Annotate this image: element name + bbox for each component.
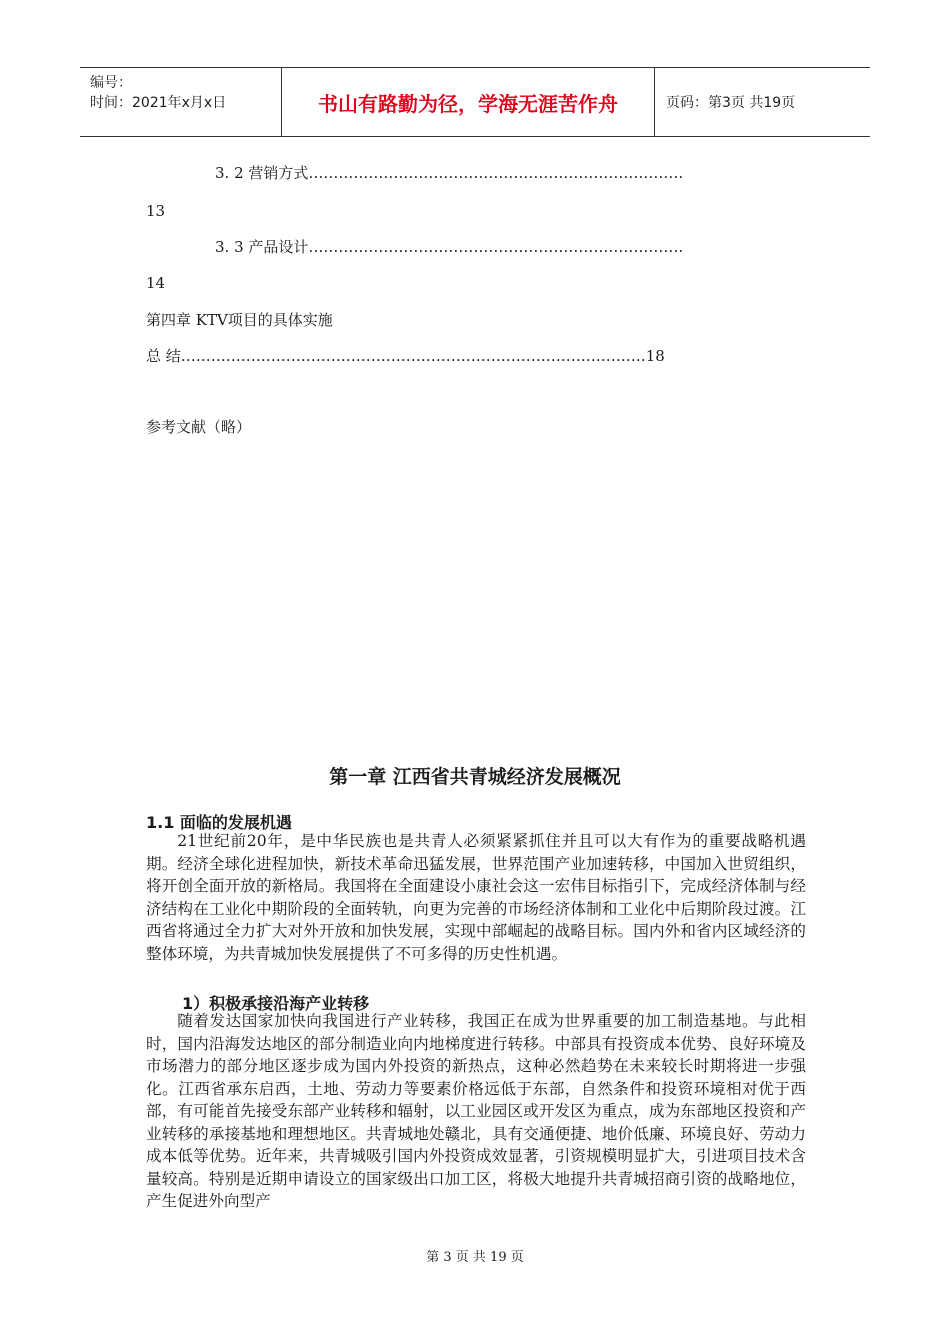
toc-entry-3-2: 3. 2 营销方式………………………………………………………………… <box>215 164 684 182</box>
page-footer: 第 3 页 共 19 页 <box>426 1250 524 1265</box>
toc-chapter-4: 第四章 KTV项目的具体实施 <box>146 311 333 329</box>
serial-label: 编号： <box>90 75 132 91</box>
subsection-title: 1）积极承接沿海产业转移 <box>182 994 370 1013</box>
document-header <box>80 67 870 137</box>
header-motto: 书山有路勤为径，学海无涯苦作舟 <box>282 68 655 136</box>
header-meta <box>80 68 282 136</box>
chapter-title: 第一章 江西省共青城经济发展概况 <box>329 766 621 788</box>
paragraph-1: 21世纪前20年，是中华民族也是共青人必须紧紧抓住并且可以大有作为的重要战略机遇期。经济全球化进程加快，新技术革命迅猛发展，世界范围产业加速转移，中国加入世贸组织，将开创全面开放的新格局。我国将在全面建设小康社会这一宏伟目标指引下，完成经济体制与经济结构在工业化中期阶段的全面转轨，向更为完善的市场经济体制和工业化中后期阶段过渡。江西省将通过全力扩大对外开放和加快发展，实现中部崛起的战略目标。国内外和省内区域经济的整体环境，为共青城加快发展提供了不可多得的历史性机遇。 <box>146 832 806 963</box>
toc-references: 参考文献（略） <box>146 418 252 436</box>
paragraph-2: 随着发达国家加快向我国进行产业转移，我国正在成为世界重要的加工制造基地。与此相时，国内沿海发达地区的部分制造业向内地梯度进行转移。中部具有投资成本优势、良好环境及市场潜力的部分地区逐步成为国内外投资的新热点，这种必然趋势在未来较长时期将进一步强化。江西省承东启西，土地、劳动力等要素价格远低于东部，自然条件和投资环境相对优于西部，有可能首先接受东部产业转移和辐射，以工业园区或开发区为重点，成为东部地区投资和产业转移的承接基地和理想地区。共青城地处赣北，具有交通便捷、地价低廉、环境良好、劳动力成本低等优势。近年来，共青城吸引国内外投资成效显著，引资规模明显扩大，引进项目技术含量较高。特别是近期申请设立的国家级出口加工区，将极大地提升共青城招商引资的战略地位，产生促进外向型产 <box>146 1012 806 1210</box>
header-page-info: 页码：第3页 共19页 <box>666 95 796 111</box>
toc-entry-3-3: 3. 3 产品设计………………………………………………………………… <box>215 238 684 256</box>
toc-summary: 总 结…………………………………………………………………………………18 <box>146 347 665 365</box>
toc-page-3-3: 14 <box>146 274 166 292</box>
time-label: 时间：2021年x月x日 <box>90 95 227 111</box>
toc-page-3-2: 13 <box>146 202 166 220</box>
section-title: 1.1 面临的发展机遇 <box>146 813 292 832</box>
